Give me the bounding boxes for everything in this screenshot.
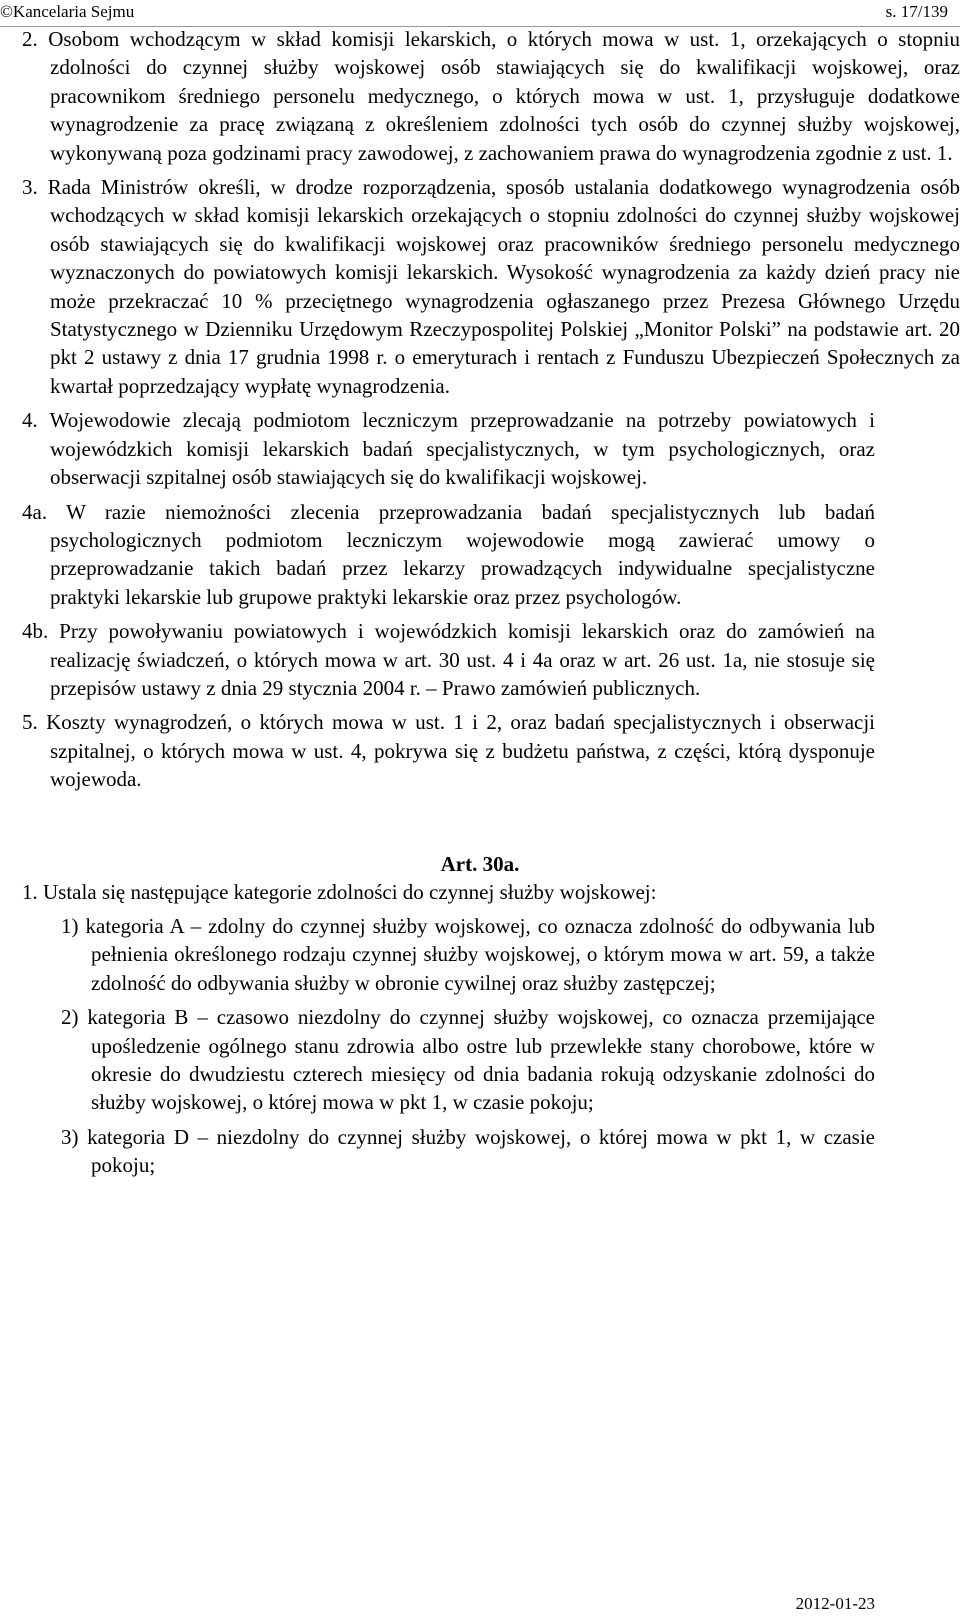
paragraph-text: Rada Ministrów określi, w drodze rozporządzenia, sposób ustalania dodatkowego wynagrodzenia osób wchodzących w skład komisji lekarskich orzekających o stopniu zdolności do czynnej służby wojskowej osób stawiających się do kwalifikacji wojskowej oraz pracowników średniego personelu medycznego wyznaczonych do powiatowych komisji lekarskich. Wysokość wynagrodzenia za każdy dzień pracy nie może przekraczać 10 % przeciętnego wynagrodzenia ogłaszanego przez Prezesa Głównego Urzędu Statystycznego w Dzienniku Urzędowym Rzeczypospolitej Polskiej „Monitor Polski” na podstawie art. 20 pkt 2 ustawy z dnia 17 grudnia 1998 r. o emeryturach i rentach z Funduszu Ubezpieczeń Społecznych za kwartał poprzedzający wypłatę wynagrodzenia. [47, 175, 960, 398]
point-number: 1) [61, 913, 79, 938]
paragraph-ust-4b [0, 617, 960, 702]
point-text: kategoria B – czasowo niezdolny do czynnej służby wojskowej, co oznacza przemijające upośledzenie ogólnego stanu zdrowia albo ostre lub przewlekłe stany chorobowe, które w okresie do dwudziestu czterech miesięcy od dnia badania rokują odzyskanie zdolności do służby wojskowej, o której mowa w pkt 1, w czasie pokoju; [87, 1005, 876, 1115]
article-title: Art. 30a. [440, 851, 520, 876]
paragraph-number: 3. [22, 175, 38, 200]
point-text: kategoria D – niezdolny do czynnej służby wojskowej, o której mowa w pkt 1, w czasie pokoju; [87, 1124, 876, 1178]
point-number: 3) [61, 1124, 79, 1149]
header-page-number: s. 17/139 [885, 2, 948, 21]
paragraph-text: Wojewodowie zlecają podmiotom leczniczym przeprowadzanie na potrzeby powiatowych i wojewódzkich komisji lekarskich badań specjalistycznych, w tym psychologicznych, oraz obserwacji szpitalnej osób stawiających się do kwalifikacji wojskowej. [49, 408, 875, 490]
paragraph-number: 4a. [22, 499, 48, 524]
paragraph-number: 2. [22, 27, 38, 51]
point-number: 2) [61, 1005, 79, 1030]
point-1 [0, 912, 960, 997]
paragraph-text: Przy powoływaniu powiatowych i wojewódzkich komisji lekarskich oraz do zamówień na realizację świadczeń, o których mowa w art. 30 ust. 4 i 4a oraz w art. 26 ust. 1a, nie stosuje się przepisów ustawy z dnia 29 stycznia 2004 r. – Prawo zamówień publicznych. [50, 619, 876, 700]
paragraph-ust-4 [0, 406, 960, 491]
paragraph-number: 4. [22, 408, 38, 433]
paragraph-number: 5. [22, 710, 38, 735]
point-text: kategoria A – zdolny do czynnej służby wojskowej, co oznacza zdolność do odbywania lub pełnienia określonego rodzaju czynnej służby wojskowej, o którym mowa w art. 59, a także zdolność do odbywania służby w obronie cywilnej oraz służby zastępczej; [85, 913, 876, 995]
point-3 [0, 1123, 960, 1180]
paragraph-text: Osobom wchodzącym w skład komisji lekarskich, o których mowa w ust. 1, orzekających o stopniu zdolności do czynnej służby wojskowej osób stawiających się do kwalifikacji wojskowej, oraz pracownikom średniego personelu medycznego, o których mowa w ust. 1, przysługuje dodatkowe wynagrodzenie za pracę związaną z określeniem zdolności tych osób do czynnej służby wojskowej, wykonywaną poza godzinami pracy zawodowej, z zachowaniem prawa do wynagrodzenia zgodnie z ust. 1. [48, 27, 960, 165]
paragraph-ust-3 [0, 173, 960, 400]
paragraph-ust-5 [0, 708, 960, 793]
header-source: ©Kancelaria Sejmu [0, 2, 135, 21]
paragraph-ust-4a [0, 498, 960, 612]
point-2 [0, 1003, 960, 1117]
footer-date: 2012-01-23 [795, 1594, 875, 1613]
paragraph-text: W razie niemożności zlecenia przeprowadzania badań specjalistycznych lub badań psychologicznych podmiotom leczniczym wojewodowie mogą zawierać umowy o przeprowadzanie takich badań przez lekarzy prowadzących indywidualne specjalistyczne praktyki lekarskie lub grupowe praktyki lekarskie oraz przez psychologów. [50, 499, 875, 609]
paragraph-number: 4b. [22, 619, 49, 644]
paragraph-text: Koszty wynagrodzeń, o których mowa w ust. 1 i 2, oraz badań specjalistycznych i obserwacji szpitalnej, o których mowa w ust. 4, pokrywa się z budżetu państwa, z części, którą dysponuje wojewoda. [46, 710, 876, 792]
article-intro: 1. Ustala się następujące kategorie zdolności do czynnej służby wojskowej: [22, 879, 657, 904]
document-body [0, 25, 960, 1180]
paragraph-ust-2 [0, 25, 960, 167]
